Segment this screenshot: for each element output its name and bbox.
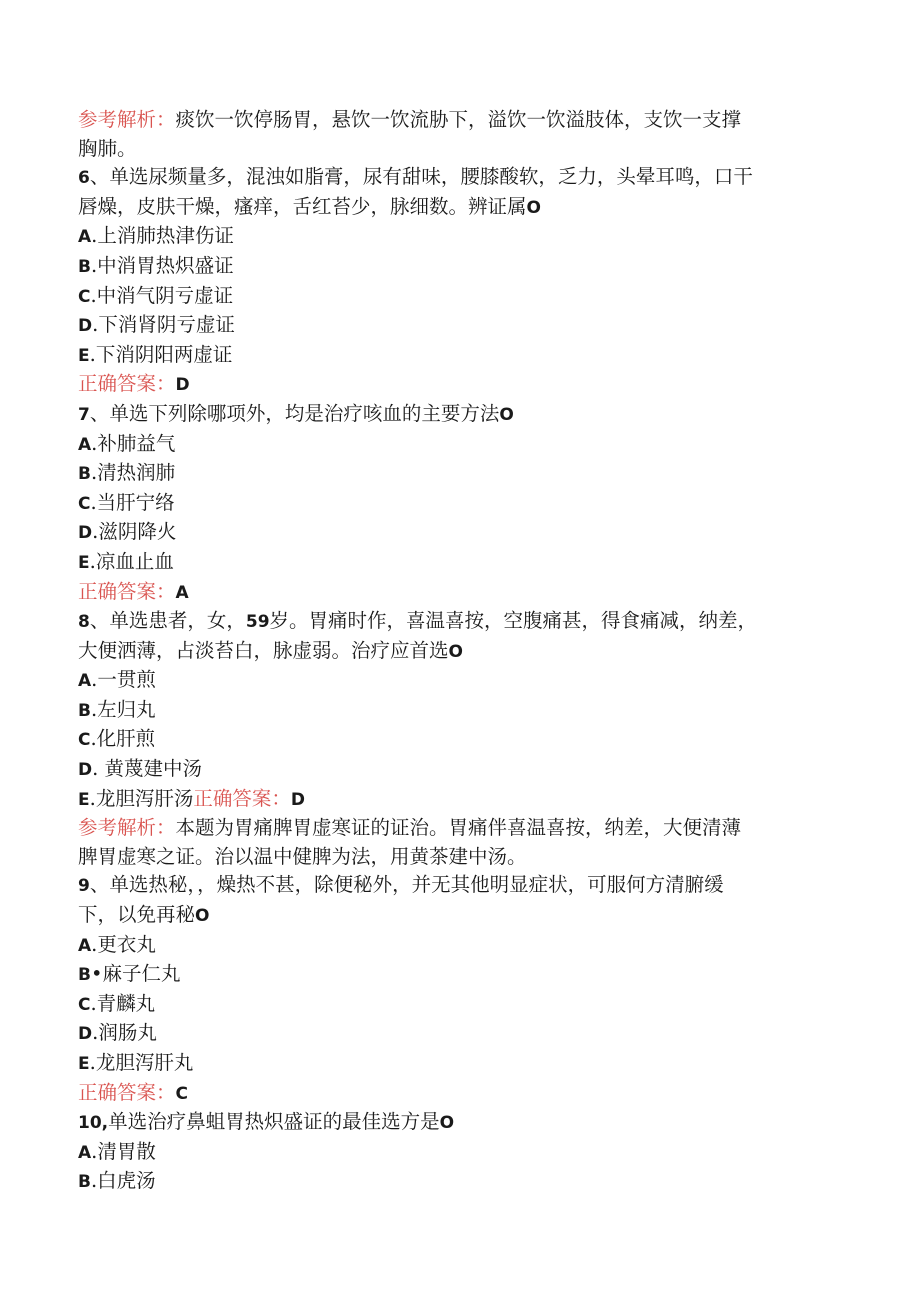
line-text: 唇燥，皮肤干燥，瘙痒，舌红苔少，脉细数。辨证属 — [78, 194, 527, 218]
line-text: 大便洒薄，占淡苔白，脉虚弱。治疗应首选 — [78, 638, 449, 662]
option-key: C — [78, 493, 91, 514]
option-key: A — [78, 1142, 92, 1163]
option-item — [78, 1167, 830, 1197]
question-tail: O — [195, 906, 210, 927]
option-item — [78, 282, 830, 312]
answer-label: 正确答案： — [78, 1080, 176, 1104]
option-text: .青麟丸 — [90, 991, 156, 1015]
text-line — [78, 843, 830, 872]
analysis-label: 参考解析： — [78, 816, 176, 840]
option-text: .上消肺热津伤证 — [91, 224, 234, 248]
analysis-text: 痰饮一饮停肠胃，悬饮一饮流胁下，溢饮一饮溢肢体，支饮一支撑 — [175, 108, 742, 131]
option-key: B — [78, 700, 91, 721]
line-text: 下，以免再秘 — [78, 903, 196, 927]
text-line — [78, 135, 830, 164]
analysis-label: 参考解析： — [78, 108, 176, 131]
question-tail: O — [439, 1113, 455, 1134]
option-text: .白虎汤 — [90, 1169, 156, 1193]
option-item — [78, 666, 830, 696]
option-text: .龙胆泻肝汤 — [89, 786, 194, 810]
option-text: .更衣丸 — [91, 932, 156, 956]
option-text: .清热润肺 — [90, 461, 176, 485]
answer-label: 正确答案： — [78, 579, 176, 603]
option-key: A — [78, 434, 92, 455]
option-key: A — [78, 935, 92, 956]
question-tail: O — [499, 404, 514, 425]
option-text: .龙胆泻肝丸 — [89, 1051, 194, 1074]
option-key: D — [78, 760, 93, 781]
option-text: .滋阴降火 — [92, 520, 177, 544]
option-item — [78, 1138, 830, 1168]
option-text: .补肺益气 — [91, 431, 176, 455]
question-number: 9 — [78, 876, 90, 897]
answer-value: A — [175, 582, 189, 603]
answer-line — [78, 370, 830, 400]
option-key: B — [78, 256, 91, 277]
question-tail: O — [448, 641, 463, 662]
option-key: E — [78, 552, 90, 573]
question-number: 7 — [78, 404, 90, 425]
option-key: E — [78, 789, 90, 810]
option-key: C — [78, 994, 91, 1015]
question-text: 单选治疗鼻蛆胃热炽盛证的最佳选方是 — [108, 1110, 440, 1134]
line-text: 脾胃虚寒之证。治以温中健脾为法，用黄茶建中汤。 — [78, 844, 527, 868]
option-key: A — [78, 671, 92, 692]
option-item — [78, 430, 830, 460]
text-line — [78, 637, 830, 667]
question-line — [78, 1108, 830, 1138]
option-item — [78, 931, 830, 961]
option-item — [78, 222, 830, 252]
option-text: .中消胃热炽盛证 — [90, 253, 234, 277]
option-key: C — [78, 286, 91, 307]
question-number: 10, — [78, 1113, 109, 1134]
option-item — [78, 1019, 830, 1049]
question-text-cont: 岁。胃痛时作，喜温喜按，空腹痛甚，得食痛减，纳差， — [269, 609, 758, 633]
line-text: 胸肺。 — [78, 136, 137, 160]
analysis-line — [78, 106, 830, 135]
option-text: .下消阴阳两虚证 — [89, 342, 233, 366]
answer-line — [78, 1079, 830, 1109]
option-text: .化肝煎 — [90, 727, 156, 751]
question-number-inline: 59 — [245, 612, 270, 633]
option-item — [78, 725, 830, 755]
option-key: E — [78, 345, 90, 366]
answer-value: C — [175, 1083, 188, 1104]
option-key: A — [78, 227, 92, 248]
option-text: .左归丸 — [90, 697, 156, 721]
answer-label: 正确答案： — [193, 786, 291, 810]
option-item — [78, 990, 830, 1020]
question-text: 、单选下列除哪项外，均是治疗咳血的主要方法 — [89, 401, 500, 425]
option-key: E — [78, 1054, 90, 1074]
option-key: D — [78, 1024, 93, 1045]
option-text: .下消肾阴亏虚证 — [92, 313, 235, 337]
option-text: .凉血止血 — [89, 549, 174, 573]
option-item — [78, 459, 830, 489]
question-number: 8 — [78, 612, 90, 633]
option-key: B — [78, 1172, 91, 1193]
answer-label: 正确答案： — [78, 372, 176, 396]
option-item — [78, 341, 830, 371]
question-text: 、单选尿频量多，混浊如脂膏，尿有甜味，腰膝酸软，乏力，头晕耳鸣，口干 — [89, 165, 753, 189]
question-line — [78, 163, 830, 193]
option-item — [78, 252, 830, 282]
option-item — [78, 1049, 830, 1079]
text-line — [78, 193, 830, 223]
option-key: C — [78, 730, 91, 751]
option-text: .清胃散 — [91, 1139, 156, 1163]
question-line — [78, 871, 830, 901]
option-key: B — [78, 965, 91, 986]
option-key: B — [78, 464, 91, 485]
option-text: .中消气阴亏虚证 — [90, 283, 234, 307]
option-item — [78, 548, 830, 578]
option-item — [78, 518, 830, 548]
question-line — [78, 400, 830, 430]
question-text: 、单选热秘，，燥热不甚，除便秘外，并无其他明显症状，可服何方清腑缓 — [89, 873, 724, 897]
option-text: .当肝宁络 — [90, 490, 175, 514]
option-text: .润肠丸 — [92, 1021, 157, 1045]
option-item — [78, 755, 830, 785]
option-item — [78, 311, 830, 341]
option-key: D — [78, 316, 93, 337]
option-text: .一贯煎 — [91, 668, 156, 692]
analysis-text: 本题为胃痛脾胃虚寒证的证治。胃痛伴喜温喜按，纳差，大便清薄 — [175, 816, 742, 840]
answer-value: D — [290, 789, 305, 810]
question-number: 6 — [78, 168, 90, 189]
option-text: . 黄蔑建中汤 — [92, 757, 203, 781]
question-tail: O — [526, 197, 541, 218]
option-key: D — [78, 523, 93, 544]
answer-line — [78, 578, 830, 608]
analysis-line — [78, 814, 830, 843]
answer-value: D — [175, 375, 190, 396]
option-item — [78, 696, 830, 726]
option-text: •麻子仁丸 — [90, 962, 181, 986]
question-text: 、单选患者，女， — [89, 609, 246, 633]
question-line — [78, 607, 830, 637]
option-item — [78, 785, 830, 815]
option-item — [78, 960, 830, 990]
option-item — [78, 489, 830, 519]
text-line — [78, 901, 830, 931]
